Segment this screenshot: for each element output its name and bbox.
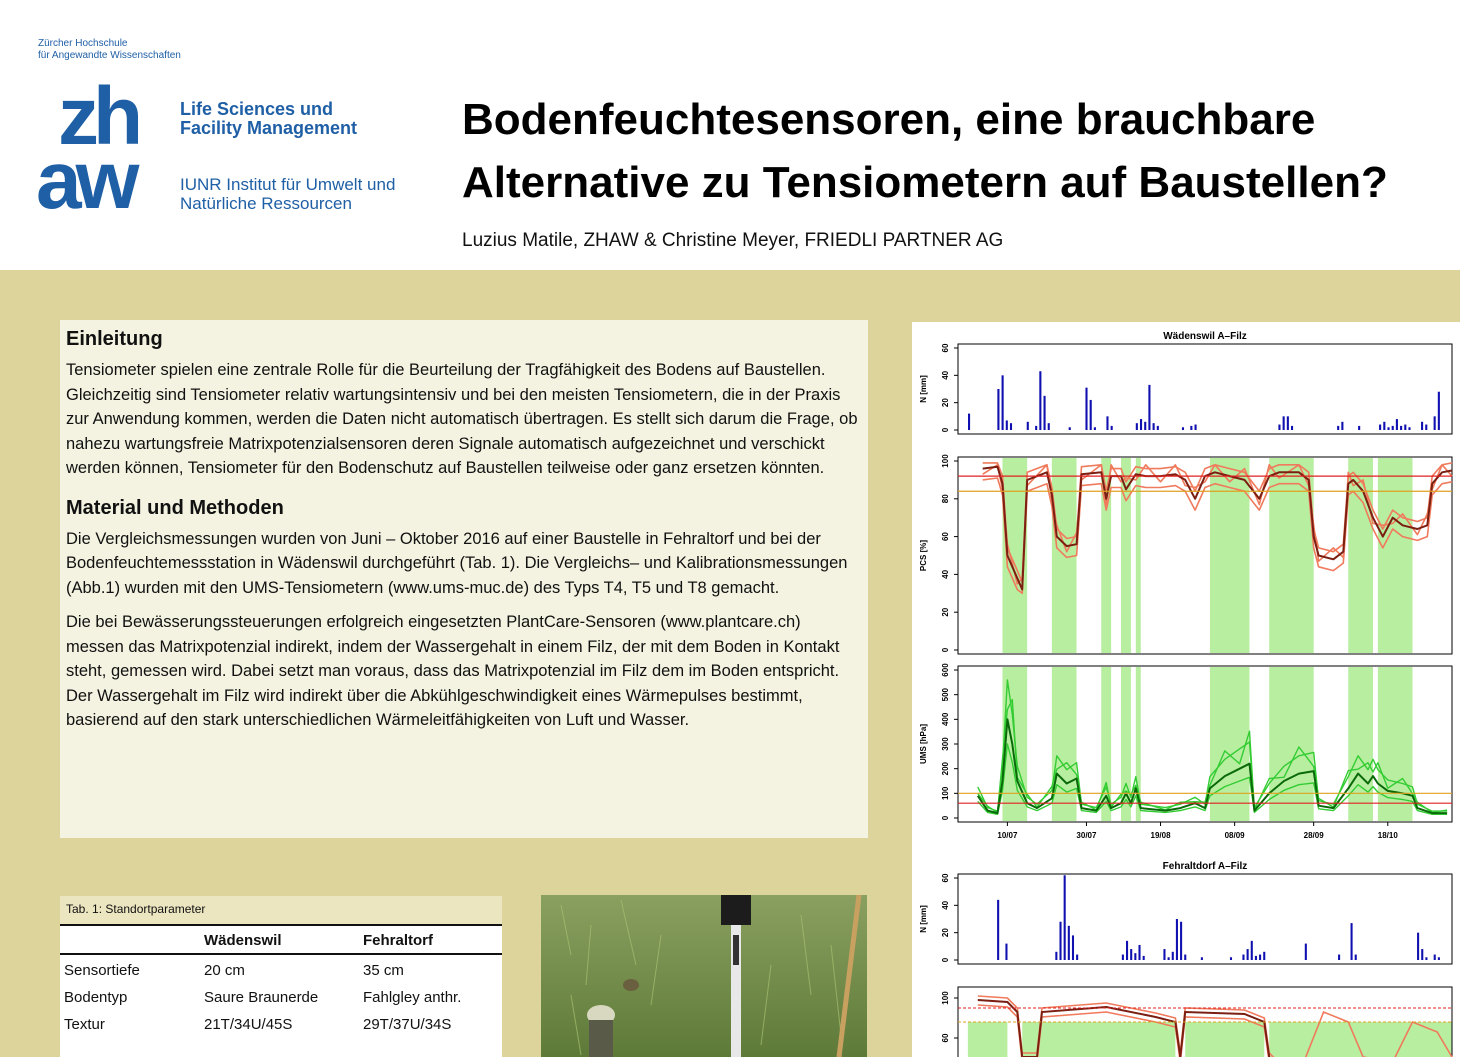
rain-bar: [1387, 427, 1389, 430]
y-axis-label: UMS [hPa]: [919, 724, 928, 764]
y-tick-label: 20: [941, 928, 951, 938]
table-header-cell: Wädenswil: [200, 925, 359, 954]
department-line1: Life Sciences und: [180, 99, 334, 119]
shaded-period: [1022, 1022, 1175, 1057]
y-tick-label: 60: [941, 873, 951, 883]
intro-text: Tensiometer spielen eine zentrale Rolle für die Beurteilung der Tragfähigkeit des Bodens auf Baustellen. Gleichzeitig sind Tensiometer relativ wartungsintensiv und bei den meisten Tensiometern, die in der Praxis zur Anwendung kommen, werden die Daten nicht automatisch übertragen. Es stellt sich darum die Frage, ob nahezu wartungsfreie Matrixpotenzialsensoren deren Signale automatisch aufgezeichnet und verschickt werden können, Tensiometer für den Bodenschutz auf Baustellen teilweise oder ganz ersetzen könnten.: [66, 361, 858, 477]
chart-panel: [912, 322, 1460, 1057]
table-cell: 20 cm: [204, 962, 245, 979]
y-tick-label: 40: [941, 569, 951, 579]
rain-bar: [1111, 426, 1113, 430]
rain-bar: [1064, 875, 1066, 960]
y-tick-label: 0: [941, 647, 951, 653]
authors: Luzius Matile, ZHAW & Christine Meyer, FRIEDLI PARTNER AG: [462, 230, 1004, 251]
rain-bar: [1434, 955, 1436, 960]
university-name: [38, 38, 181, 62]
rain-bar: [1076, 955, 1078, 960]
y-tick-label: 200: [941, 761, 951, 776]
rain-bar: [1383, 422, 1385, 430]
rain-bar: [1251, 941, 1253, 960]
y-tick-label: 100: [941, 786, 951, 801]
rain-bar: [1190, 426, 1192, 430]
site-parameter-table: [60, 896, 502, 1057]
table-header-cell: Fehraltorf: [359, 925, 502, 954]
rain-bar: [1438, 957, 1440, 960]
y-tick-label: 0: [941, 815, 951, 821]
rain-bar: [1291, 426, 1293, 430]
shaded-period: [968, 1022, 1008, 1057]
x-tick-label: 10/07: [997, 831, 1018, 840]
rain-bar: [1337, 426, 1339, 430]
rain-bar: [1341, 422, 1343, 430]
y-tick-label: 0: [941, 427, 951, 433]
rain-bar: [1153, 423, 1155, 430]
rain-bar: [1400, 426, 1402, 430]
rain-bar: [1130, 949, 1132, 960]
rain-bar: [1006, 420, 1008, 430]
table-caption: Tab. 1: Standortparameter: [60, 896, 502, 924]
shaded-period: [1348, 667, 1373, 821]
methods-paragraph-2: Die bei Bewässerungssteuerungen erfolgreich eingesetzten PlantCare-Sensoren (www.plantcare.ch) messen das Matrixpotenzial indirekt, indem der Wassergehalt in einem Filz, der mit dem Boden in Kontakt steht, gemessen wird. Dabei setzt man voraus, dass das Matrixpotenzial im Filz dem im Boden entspricht. Der Wassergehalt im Filz wird indirekt über die Abkühlgeschwindigkeit eines Wärmepulses bestimmt, basierend auf den stark unterschiedlichen Wärmeleitfähigkeiten von Luft und Wasser.: [66, 613, 840, 729]
x-tick-label: 30/07: [1076, 831, 1097, 840]
y-tick-label: 40: [941, 900, 951, 910]
rain-bar: [1434, 416, 1436, 430]
plot-frame: [958, 344, 1452, 434]
university-name-line2: für Angewandte Wissenschaften: [38, 50, 181, 61]
y-tick-label: 40: [941, 370, 951, 380]
rain-bar: [1338, 955, 1340, 960]
x-tick-label: 18/10: [1377, 831, 1398, 840]
rain-bar: [1140, 419, 1142, 430]
intro-heading: Einleitung: [66, 328, 163, 350]
table-row: [60, 1009, 502, 1036]
y-tick-label: 600: [941, 663, 951, 677]
rain-bar: [1404, 425, 1406, 430]
rain-bar: [1172, 952, 1174, 960]
y-tick-label: 60: [941, 1033, 951, 1043]
rain-bar: [1027, 422, 1029, 430]
table-cell: 35 cm: [363, 962, 404, 979]
x-tick-label: 19/08: [1150, 831, 1171, 840]
rain-bar: [1039, 371, 1041, 430]
rain-bar: [1283, 416, 1285, 430]
rain-bar: [1134, 953, 1136, 960]
y-tick-label: 80: [941, 494, 951, 504]
rain-bar: [1069, 427, 1071, 430]
rain-bar: [1355, 955, 1357, 960]
rain-bar: [1408, 427, 1410, 430]
rain-bar: [1035, 426, 1037, 430]
rain-bar: [1106, 416, 1108, 430]
rain-bar: [1044, 396, 1046, 430]
table-cell: 29T/37U/34S: [363, 1016, 452, 1033]
rain-bar: [1122, 955, 1124, 960]
table-cell: Sensortiefe: [64, 962, 140, 979]
chart-title-waedenswil: Wädenswil A–Filz: [1163, 331, 1247, 342]
table-cell: 21T/34U/45S: [204, 1016, 293, 1033]
y-tick-label: 100: [941, 991, 951, 1005]
y-tick-label: 100: [941, 454, 951, 468]
rain-bar: [1259, 955, 1261, 960]
y-tick-label: 400: [941, 712, 951, 727]
rain-bar: [1417, 933, 1419, 960]
rain-bar: [1059, 922, 1061, 960]
rain-bar: [1305, 944, 1307, 960]
plot-frame: [958, 874, 1452, 964]
table-header-cell: [60, 925, 200, 954]
rain-bar: [1392, 426, 1394, 430]
x-tick-label: 08/09: [1224, 831, 1245, 840]
university-name-line1: Zürcher Hochschule: [38, 38, 128, 49]
poster-header: [0, 0, 1460, 270]
rain-bar: [1055, 952, 1057, 960]
rain-bar: [997, 389, 999, 430]
rain-bar: [1002, 375, 1004, 430]
table-row: [60, 982, 502, 1009]
x-tick-label: 28/09: [1303, 831, 1324, 840]
pcs-chart-fehraltorf: [941, 987, 1452, 1057]
rain-bar: [1148, 385, 1150, 430]
shaded-period: [1136, 458, 1141, 653]
pcs-chart-waedenswil: [919, 454, 1452, 654]
methods-heading: Material und Methoden: [66, 496, 284, 519]
rain-bar: [968, 414, 970, 430]
rain-bar: [1195, 425, 1197, 430]
rain-bar: [1255, 956, 1257, 960]
table-cell: Saure Braunerde: [204, 989, 319, 1006]
poster-title: [462, 88, 1460, 214]
rain-bar: [1176, 919, 1178, 960]
y-tick-label: 20: [941, 398, 951, 408]
rain-bar: [1230, 957, 1232, 960]
table-header-row: [60, 925, 502, 954]
rain-chart-fehraltorf: [919, 873, 1452, 964]
shaded-period: [1269, 458, 1313, 653]
rain-bar: [1157, 426, 1159, 430]
y-tick-label: 20: [941, 607, 951, 617]
rain-bar: [1421, 422, 1423, 430]
title-line2: Alternative zu Tensiometern auf Baustellen?: [462, 158, 1388, 207]
rain-bar: [1358, 426, 1360, 430]
rain-bar: [1144, 422, 1146, 430]
rain-bar: [1005, 944, 1007, 960]
ums-chart-waedenswil: [919, 663, 1452, 840]
table-cell: Bodentyp: [64, 989, 128, 1006]
table-cell: Textur: [64, 1016, 105, 1033]
rain-bar: [1247, 949, 1249, 960]
intro-card: [60, 320, 868, 838]
zhaw-logo: [36, 80, 166, 212]
rain-bar: [1278, 425, 1280, 430]
shaded-period: [1185, 1022, 1264, 1057]
rain-bar: [1396, 419, 1398, 430]
rain-bar: [1136, 423, 1138, 430]
logo-text-top: zh: [58, 80, 138, 162]
rain-bar: [997, 900, 999, 960]
shaded-period: [1052, 667, 1077, 821]
field-sensor-photo: [541, 895, 867, 1057]
rain-bar: [1090, 400, 1092, 430]
y-tick-label: 0: [941, 957, 951, 963]
rain-bar: [1085, 388, 1087, 430]
rain-bar: [1010, 423, 1012, 430]
rain-bar: [1180, 922, 1182, 960]
rain-bar: [1242, 955, 1244, 960]
field-photo-image: [541, 895, 867, 1057]
rain-chart-waedenswil: [919, 343, 1452, 434]
sensor-charts: [912, 322, 1460, 1057]
y-axis-label: N [mm]: [919, 375, 928, 403]
rain-bar: [1351, 923, 1353, 960]
table-cell: Fahlgley anthr.: [363, 989, 462, 1006]
parameter-table: [60, 924, 502, 1036]
rain-bar: [1163, 949, 1165, 960]
rain-bar: [1168, 957, 1170, 960]
rain-bar: [1138, 945, 1140, 960]
department-name: [180, 100, 357, 138]
y-tick-label: 60: [941, 532, 951, 542]
rain-bar: [1201, 957, 1203, 960]
table-row: [60, 954, 502, 982]
shaded-period: [1121, 667, 1131, 821]
logo-text-bottom: aw: [36, 135, 134, 212]
rain-bar: [1068, 926, 1070, 960]
rain-bar: [1379, 425, 1381, 430]
y-tick-label: 60: [941, 343, 951, 353]
y-tick-label: 300: [941, 737, 951, 751]
y-tick-label: 500: [941, 687, 951, 702]
shaded-period: [1378, 458, 1413, 653]
rain-bar: [1072, 935, 1074, 960]
department-line2: Facility Management: [180, 118, 358, 138]
institute-line1: IUNR Institut für Umwelt und: [180, 175, 396, 194]
rain-bar: [1094, 427, 1096, 430]
title-line1: Bodenfeuchtesensoren, eine brauchbare: [462, 95, 1316, 144]
chart-title-fehraltorf: Fehraltdorf A–Filz: [1162, 861, 1248, 872]
rain-bar: [1184, 955, 1186, 960]
rain-bar: [1425, 425, 1427, 430]
rain-bar: [1263, 952, 1265, 960]
rain-bar: [1143, 956, 1145, 960]
shaded-period: [1269, 667, 1313, 821]
rain-bar: [1048, 423, 1050, 430]
y-axis-label: PCS [%]: [919, 539, 928, 572]
rain-bar: [1126, 941, 1128, 960]
rain-bar: [1438, 392, 1440, 430]
rain-bar: [1287, 416, 1289, 430]
shaded-period: [1210, 667, 1250, 821]
institute-name: [180, 175, 395, 213]
y-axis-label: N [mm]: [919, 905, 928, 933]
rain-bar: [1425, 957, 1427, 960]
rain-bar: [1421, 949, 1423, 960]
rain-bar: [1182, 427, 1184, 430]
methods-paragraph-1: Die Vergleichsmessungen wurden von Juni – Oktober 2016 auf einer Baustelle in Fehraltorf und bei der Bodenfeuchtemessstation in Wädenswil durchgeführt (Tab. 1). Die Vergleichs– und Kalibrationsmessungen (Abb.1) wurden mit den UMS-Tensiometern (www.ums-muc.de) des Typs T4, T5 und T8 gemacht.: [66, 529, 848, 597]
institute-line2: Natürliche Ressourcen: [180, 194, 352, 213]
